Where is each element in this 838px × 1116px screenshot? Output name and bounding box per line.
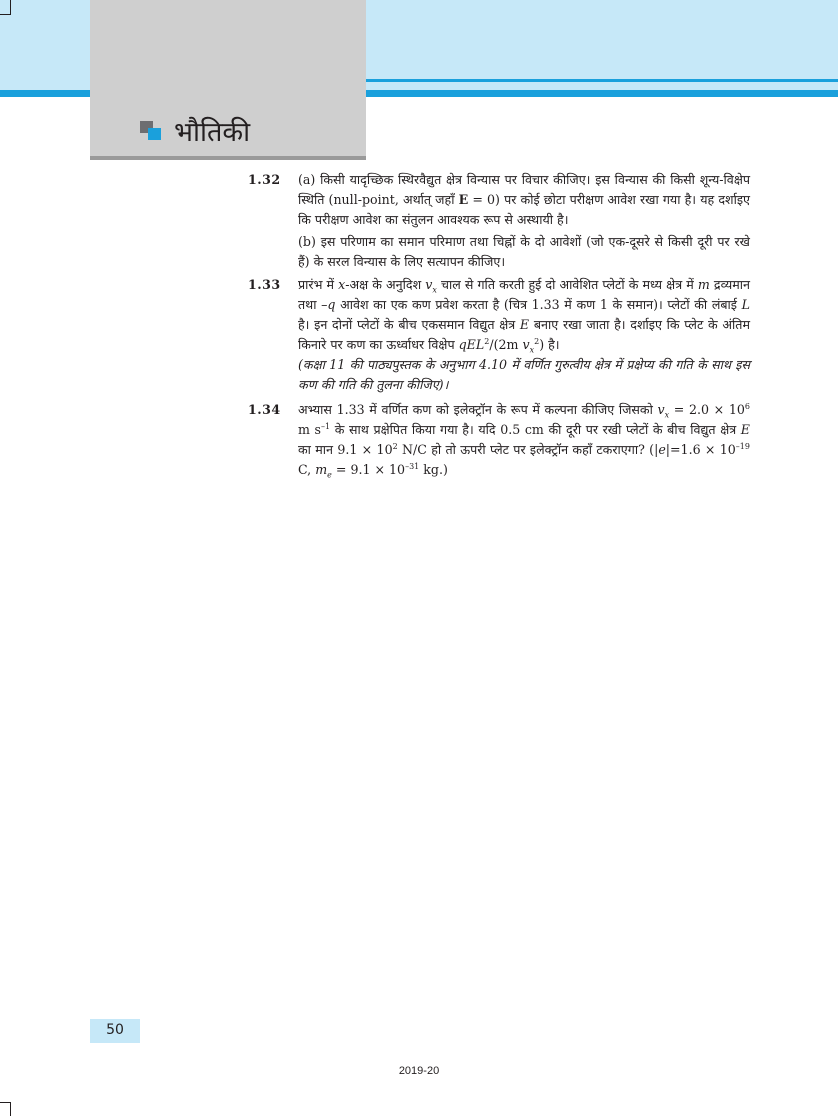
footer-year: 2019-20 xyxy=(398,1065,440,1077)
stacked-squares-icon xyxy=(140,121,162,141)
exercise-1-32 xyxy=(248,170,750,272)
page-number: 50 xyxy=(106,1022,124,1038)
exercise-note: (कक्षा 11 की पाठ्यपुस्तक के अनुभाग 4.10 में वर्णित गुरुत्वीय क्षेत्र में प्रक्षेप्य की गति के साथ इस कण की गति की तुलना कीजिए)। xyxy=(298,357,750,392)
exercise-text: अभ्यास 1.33 में वर्णित कण को इलेक्ट्रॉन के रूप में कल्पना कीजिए जिसको $v_x = 2.0 \times 10^6$ m $s^{-1}$ के साथ प्रक्षेपित किया गया है। यदि 0.5 cm की दूरी पर रखी प्लेटों के बीच विद्युत क्षेत्र E का मान $9.1 \times 10^2$ N/C हो तो ऊपरी प्लेट पर इलेक्ट्रॉन कहाँ टकराएगा? ($|e|=1.6 \times 10^{-19}$ C, $m_e = 9.1 \times 10^{-31}$ kg.) xyxy=(298,401,750,480)
exercise-text xyxy=(298,170,750,272)
exercise-part-a: (a) किसी यादृच्छिक स्थिरवैद्युत क्षेत्र विन्यास पर विचार कीजिए। इस विन्यास की किसी शून्य-विक्षेप स्थिति (null-point, अर्थात् जहाँ E = 0) पर कोई छोटा परीक्षण आवेश रखा गया है। यह दर्शाइए कि परीक्षण आवेश का संतुलन आवश्यक रूप से अस्थायी है। xyxy=(298,172,750,227)
header-box-underline xyxy=(90,156,366,160)
crop-mark-bottom-left xyxy=(0,1102,11,1116)
exercise-1-34 xyxy=(248,400,750,480)
exercise-part-b: (b) इस परिणाम का समान परिमाण तथा चिह्नों के दो आवेशों (जो एक-दूसरे से किसी दूरी पर रखे हैं) के सरल विन्यास के लिए सत्यापन कीजिए। xyxy=(298,234,750,269)
exercise-number: 1.33 xyxy=(248,277,281,292)
exercise-number: 1.34 xyxy=(248,402,281,417)
book-title: भौतिकी xyxy=(174,117,251,148)
crop-mark-top-left xyxy=(0,0,11,15)
exercise-text: प्रारंभ में x-अक्ष के अनुदिश $v_x$ चाल से गति करती हुई दो आवेशित प्लेटों के मध्य क्षेत्र में m द्रव्यमान तथा –q आवेश का एक कण प्रवेश करता है (चित्र 1.33 में कण 1 के समान)। प्लेटों की लंबाई L है। इन दोनों प्लेटों के बीच एकसमान विद्युत क्षेत्र E बनाए रखा जाता है। दर्शाइए कि प्लेट के अंतिम किनारे पर कण का ऊर्ध्वाधर विक्षेप qEL$^2$/(2m $v_x^2$) है। (कक्षा 11 की पाठ्यपुस्तक के अनुभाग 4.10 में वर्णित गुरुत्वीय क्षेत्र में प्रक्षेप्य की गति के साथ इस कण की गति की तुलना कीजिए)। xyxy=(298,275,750,395)
header-stripe-thin xyxy=(366,79,838,82)
exercise-number: 1.32 xyxy=(248,172,281,187)
exercise-1-33 xyxy=(248,275,750,395)
page-number-box xyxy=(90,1019,140,1043)
